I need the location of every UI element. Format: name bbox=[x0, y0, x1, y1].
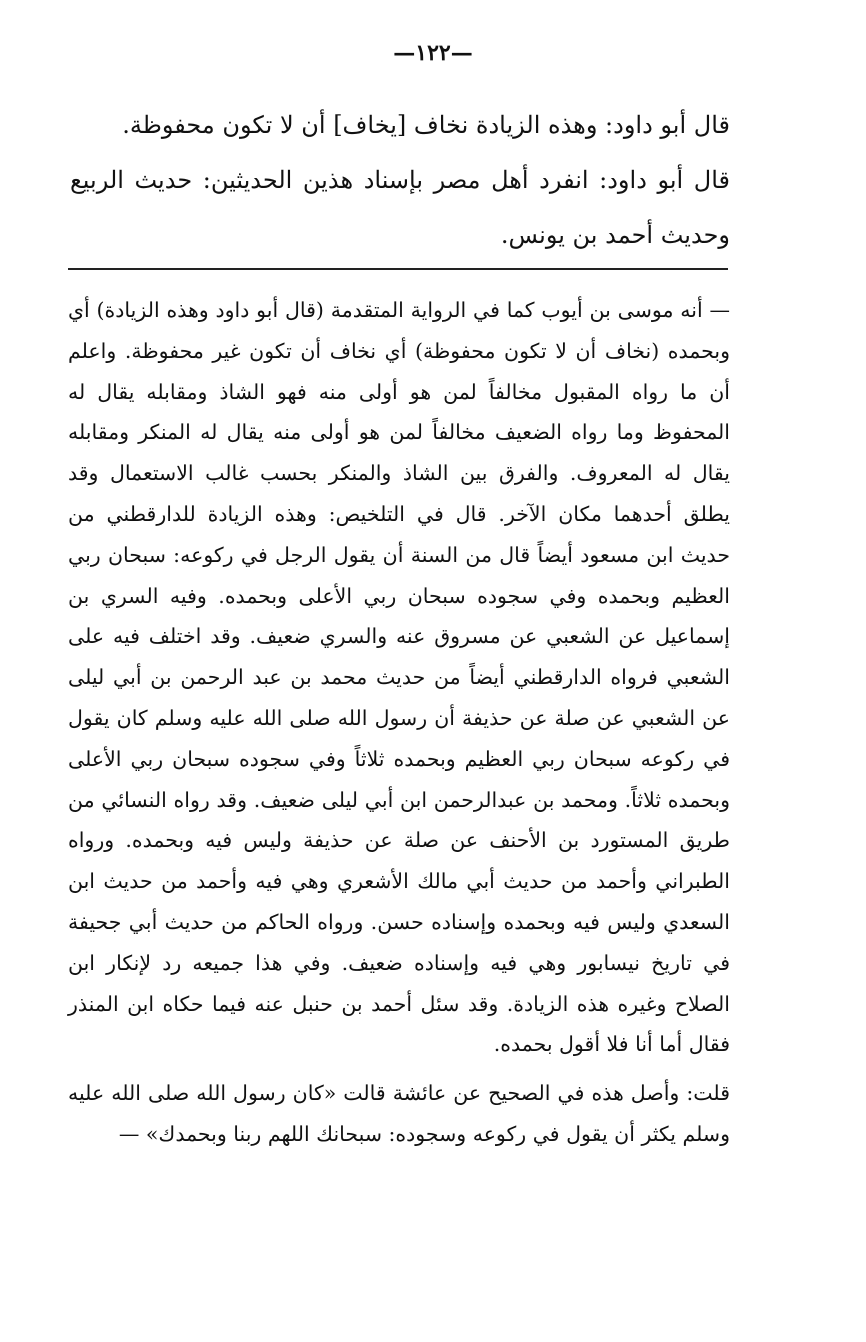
commentary-paragraph-1: — أنه موسى بن أيوب كما في الرواية المتقدمة (قال أبو داود وهذه الزيادة) أي وبحمده (نخاف أن لا تكون محفوظة) أي نخاف أن تكون غير محفوظة. واعلم أن ما رواه المقبول مخالفاً لمن هو أولى منه فهو الشاذ ومقابله يقال له المحفوظ وما رواه الضعيف مخالفاً لمن هو أولى منه يقال له المنكر ومقابله يقال له المعروف. والفرق بين الشاذ والمنكر بحسب غالب الاستعمال وقد يطلق أحدهما مكان الآخر. قال في التلخيص: وهذه الزيادة للدارقطني من حديث ابن مسعود أيضاً قال من السنة أن يقول الرجل في ركوعه: سبحان ربي العظيم وبحمده وفي سجوده سبحان ربي الأعلى وبحمده. وفيه السري بن إسماعيل عن الشعبي عن مسروق عنه والسري ضعيف. وقد اختلف فيه على الشعبي فرواه الدارقطني أيضاً من حديث محمد بن عبد الرحمن بن أبي ليلى عن الشعبي عن صلة عن حذيفة أن رسول الله صلى الله عليه وسلم كان يقول في ركوعه سبحان ربي العظيم وبحمده ثلاثاً وفي سجوده سبحان ربي الأعلى وبحمده ثلاثاً. ومحمد بن عبدالرحمن ابن أبي ليلى ضعيف. وقد رواه النسائي من طريق المستورد بن الأحنف عن صلة عن حذيفة وليس فيه وبحمده. ورواه الطبراني وأحمد من حديث أبي مالك الأشعري وهي فيه وأحمد من حديث ابن السعدي وليس فيه وبحمده وإسناده حسن. ورواه الحاكم من حديث أبي جحيفة في تاريخ نيسابور وهي فيه وإسناده ضعيف. وفي هذا جميعه رد لإنكار ابن الصلاح وغيره هذه الزيادة. وقد سئل أحمد بن حنبل عنه فيما حكاه ابن المنذر فقال أما أنا فلا أقول بحمده. bbox=[68, 298, 730, 1057]
hadith-paragraph-2: قال أبو داود: انفرد أهل مصر بإسناد هذين الحديثين: حديث الربيع وحديث أحمد بن يونس. bbox=[70, 166, 730, 249]
hadith-text bbox=[70, 98, 730, 263]
page-number: —١٢٢— bbox=[393, 40, 473, 66]
commentary-text bbox=[68, 290, 730, 1155]
commentary-paragraph-2: قلت: وأصل هذه في الصحيح عن عائشة قالت «كان رسول الله صلى الله عليه وسلم يكثر أن يقول في ركوعه وسجوده: سبحانك اللهم ربنا وبحمدك» — bbox=[68, 1081, 730, 1146]
footnote-divider bbox=[68, 268, 728, 270]
hadith-paragraph-1: قال أبو داود: وهذه الزيادة نخاف [يخاف] أن لا تكون محفوظة. bbox=[122, 111, 730, 139]
